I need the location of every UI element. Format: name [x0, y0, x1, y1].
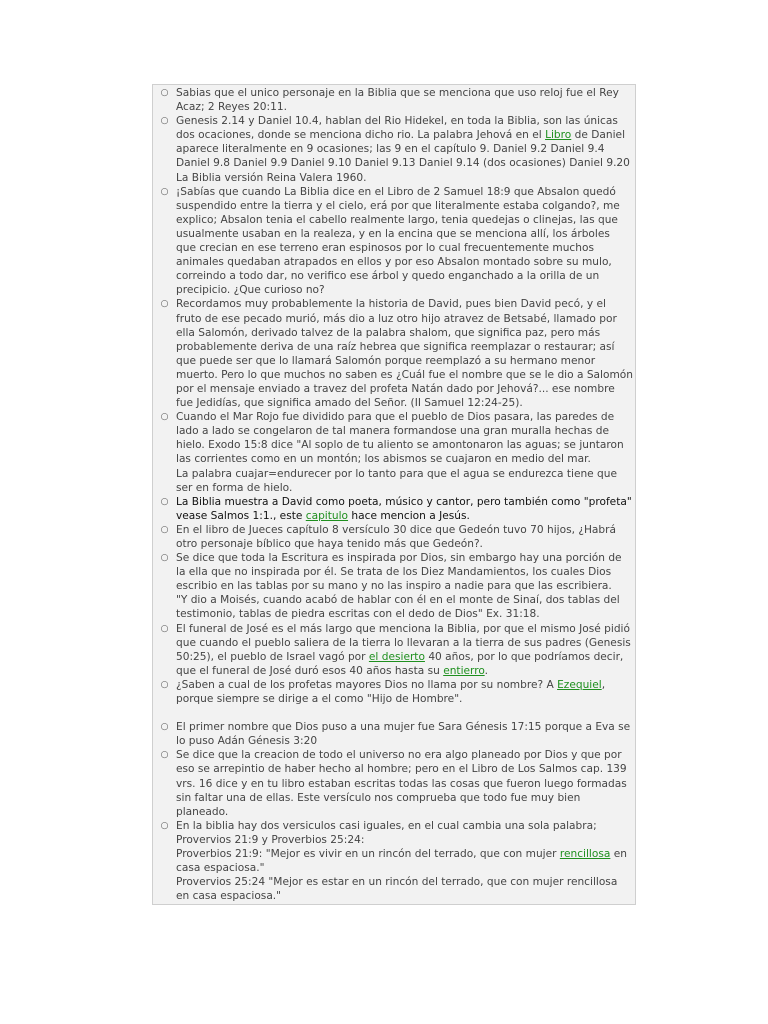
list-item: [153, 622, 635, 678]
list-item-text: [176, 551, 635, 621]
bullet-icon: ○: [160, 299, 169, 310]
inline-link[interactable]: el desierto: [368, 650, 425, 663]
bullet-icon: ○: [160, 553, 169, 564]
list-item: [153, 523, 635, 551]
list-spacer: [153, 706, 635, 720]
list-item-text: [176, 748, 635, 818]
text-segment: "Y dio a Moisés, cuando acabó de hablar con él en el monte de Sinaí, dos tablas del testimonio, tablas de piedra escritas con el dedo de Dios" Ex. 31:18.: [176, 594, 620, 621]
list-item-text: [176, 185, 635, 298]
bullet-icon: ○: [160, 412, 169, 423]
text-segment: de Daniel aparece literalmente en 9 ocasiones; las 9 en el capítulo 9. Daniel 9.2 Daniel 9.4 Daniel 9.8 Daniel 9.9 Daniel 9.10 Daniel 9.13 Daniel 9.14 (dos ocasiones) Daniel 9.20 La Biblia versión Reina Valera 1960.: [176, 129, 630, 184]
text-segment: El funeral de José es el más largo que menciona la Biblia, por que el mismo José pidió que cuando el pueblo saliera de la tierra lo llevaran a la tierra de sus padres (Genesis 50:25), el pueblo de Israel vagó por: [176, 622, 631, 663]
text-segment: ¿Saben a cual de los profetas mayores Dios no llama por su nombre? A: [176, 678, 558, 691]
text-segment: Cuando el Mar Rojo fue dividido para que el pueblo de Dios pasara, las paredes de lado a lado se congelaron de tal manera formandose una gran muralla hechas de hielo. Exodo 15:8 dice "Al soplo de tu aliento se amontonaron las aguas; se juntaron las corrientes como en un montón; los abismos se cuajaron en medio del mar.: [176, 411, 624, 466]
text-segment: La Biblia muestra a David como poeta, músico y cantor, pero también como "profeta" vease Salmos 1:1., este: [176, 495, 632, 522]
list-item: [153, 720, 635, 748]
inline-link[interactable]: entierro: [443, 664, 485, 677]
list-item-text: [176, 622, 635, 678]
text-segment: La palabra cuajar=endurecer por lo tanto para que el agua se endurezca tiene que ser en forma de hielo.: [176, 467, 618, 494]
list-item-text: [176, 678, 635, 706]
bullet-icon: ○: [160, 750, 169, 761]
text-segment: Proverbios 21:9: "Mejor es vivir en un rincón del terrado, que con mujer: [176, 847, 560, 860]
text-segment: El primer nombre que Dios puso a una mujer fue Sara Génesis 17:15 porque a Eva se lo puso Adán Génesis 3:20: [176, 721, 631, 748]
list-item-text: [176, 495, 635, 523]
list-item: [153, 748, 635, 818]
text-segment: Se dice que toda la Escritura es inspirada por Dios, sin embargo hay una porción de la ella que no inspirada por él. Se trata de los Diez Mandamientos, los cuales Dios escribio en las tablas por su mano y no las inspiro a nadie para que las escribiera.: [176, 552, 622, 593]
bullet-icon: ○: [160, 679, 169, 690]
text-segment: 40 años, por lo que podríamos decir, que el funeral de José duró esos 40 años hasta su: [176, 650, 624, 677]
text-segment: en casa espaciosa.": [176, 847, 627, 875]
bullet-icon: ○: [160, 524, 169, 535]
list-item: [153, 495, 635, 523]
list-item: [153, 297, 635, 410]
bullet-icon: ○: [160, 186, 169, 197]
list-item: [153, 678, 635, 706]
bullet-icon: ○: [160, 623, 169, 634]
list-item-text: [176, 523, 635, 551]
text-segment: ¡Sabías que cuando La Biblia dice en el Libro de 2 Samuel 18:9 que Absalon quedó suspendido entre la tierra y el cielo, erá por que literalmente estaba colgando?, me explico; Absalon tenia el cabello realmente largo, tenia quedejas o clinejas, las que usualmente usaban en la realeza, y en la encina que se menciona allí, los árboles que crecian en ese terreno eran espinosos por lo cual frecuentemente muchos animales quedaban atrapados en ellos y por eso Absalon montado sobre su mulo, correindo a todo dar, no verifico ese árbol y quedo enganchado a la orilla de un precipicio. ¿Que curioso no?: [176, 185, 620, 297]
text-segment: Provervios 25:24 "Mejor es estar en un rincón del terrado, que con mujer rencillosa en casa espaciosa.": [176, 876, 618, 903]
list-item-text: [176, 410, 635, 495]
inline-link[interactable]: rencillosa: [559, 847, 611, 860]
list-item: [153, 410, 635, 495]
bullet-icon: ○: [160, 820, 169, 831]
text-segment: hace mencion a Jesús.: [348, 509, 470, 522]
inline-link[interactable]: Ezequiel: [557, 678, 602, 691]
text-segment: Provervios 21:9 y Proverbios 25:24:: [176, 833, 365, 846]
list-item-text: [176, 114, 635, 184]
bullet-icon: ○: [160, 88, 169, 98]
text-segment: Se dice que la creacion de todo el universo no era algo planeado por Dios y que por eso se arrepintio de haber hecho al hombre; pero en el Libro de Los Salmos cap. 139 vrs. 16 dice y en tu libro estaban escritas todas las cosas que fueron luego formadas sin faltar una de ellas. Este versículo nos comprueba que todo fue muy bien planeado.: [176, 749, 627, 818]
list-item-text: [176, 720, 635, 748]
bullet-icon: ○: [160, 496, 169, 507]
curiosities-list: [152, 84, 636, 905]
bullet-icon: ○: [160, 722, 169, 733]
text-segment: Sabias que el unico personaje en la Biblia que se menciona que uso reloj fue el Rey Acaz; 2 Reyes 20:11.: [176, 87, 619, 114]
text-segment: En la biblia hay dos versiculos casi iguales, en el cual cambia una sola palabra;: [176, 819, 597, 832]
text-segment: .: [484, 664, 488, 677]
list-item-text: [176, 297, 635, 410]
text-segment: , porque siempre se dirige a el como "Hijo de Hombre".: [176, 678, 606, 706]
list-item-text: [176, 86, 635, 114]
bullet-icon: ○: [160, 116, 169, 127]
list-item: [153, 551, 635, 621]
list-item: [153, 114, 635, 184]
text-segment: En el libro de Jueces capítulo 8 versículo 30 dice que Gedeón tuvo 70 hijos, ¿Habrá otro personaje bíblico que haya tenido más que Gedeón?.: [176, 523, 616, 550]
list-item: [153, 819, 635, 904]
list-item: [153, 185, 635, 298]
list-item-text: [176, 819, 635, 904]
inline-link[interactable]: Libro: [545, 129, 572, 142]
text-segment: Genesis 2.14 y Daniel 10.4, hablan del Rio Hidekel, en toda la Biblia, son las únicas dos ocaciones, donde se menciona dicho rio. La palabra Jehová en el: [176, 115, 618, 142]
list-item: [153, 86, 635, 114]
text-segment: Recordamos muy probablemente la historia de David, pues bien David pecó, y el fruto de ese pecado murió, más dio a luz otro hijo atravez de Betsabé, llamado por ella Salomón, derivado talvez de la palabra shalom, que significa paz, pero más probablemente deriva de una raíz hebrea que significa reemplazar o restaurar; así que puede ser que lo llamará Salomón porque reemplazó a su hermano menor muerto. Pero lo que muchos no saben es ¿Cuál fue el nombre que se le dio a Salomón por el mensaje enviado a travez del profeta Natán dado por Jehová?... ese nombre fue Jedidías, que significa amado del Señor. (II Samuel 12:24-25).: [176, 298, 633, 410]
inline-link[interactable]: capitulo: [305, 509, 349, 522]
